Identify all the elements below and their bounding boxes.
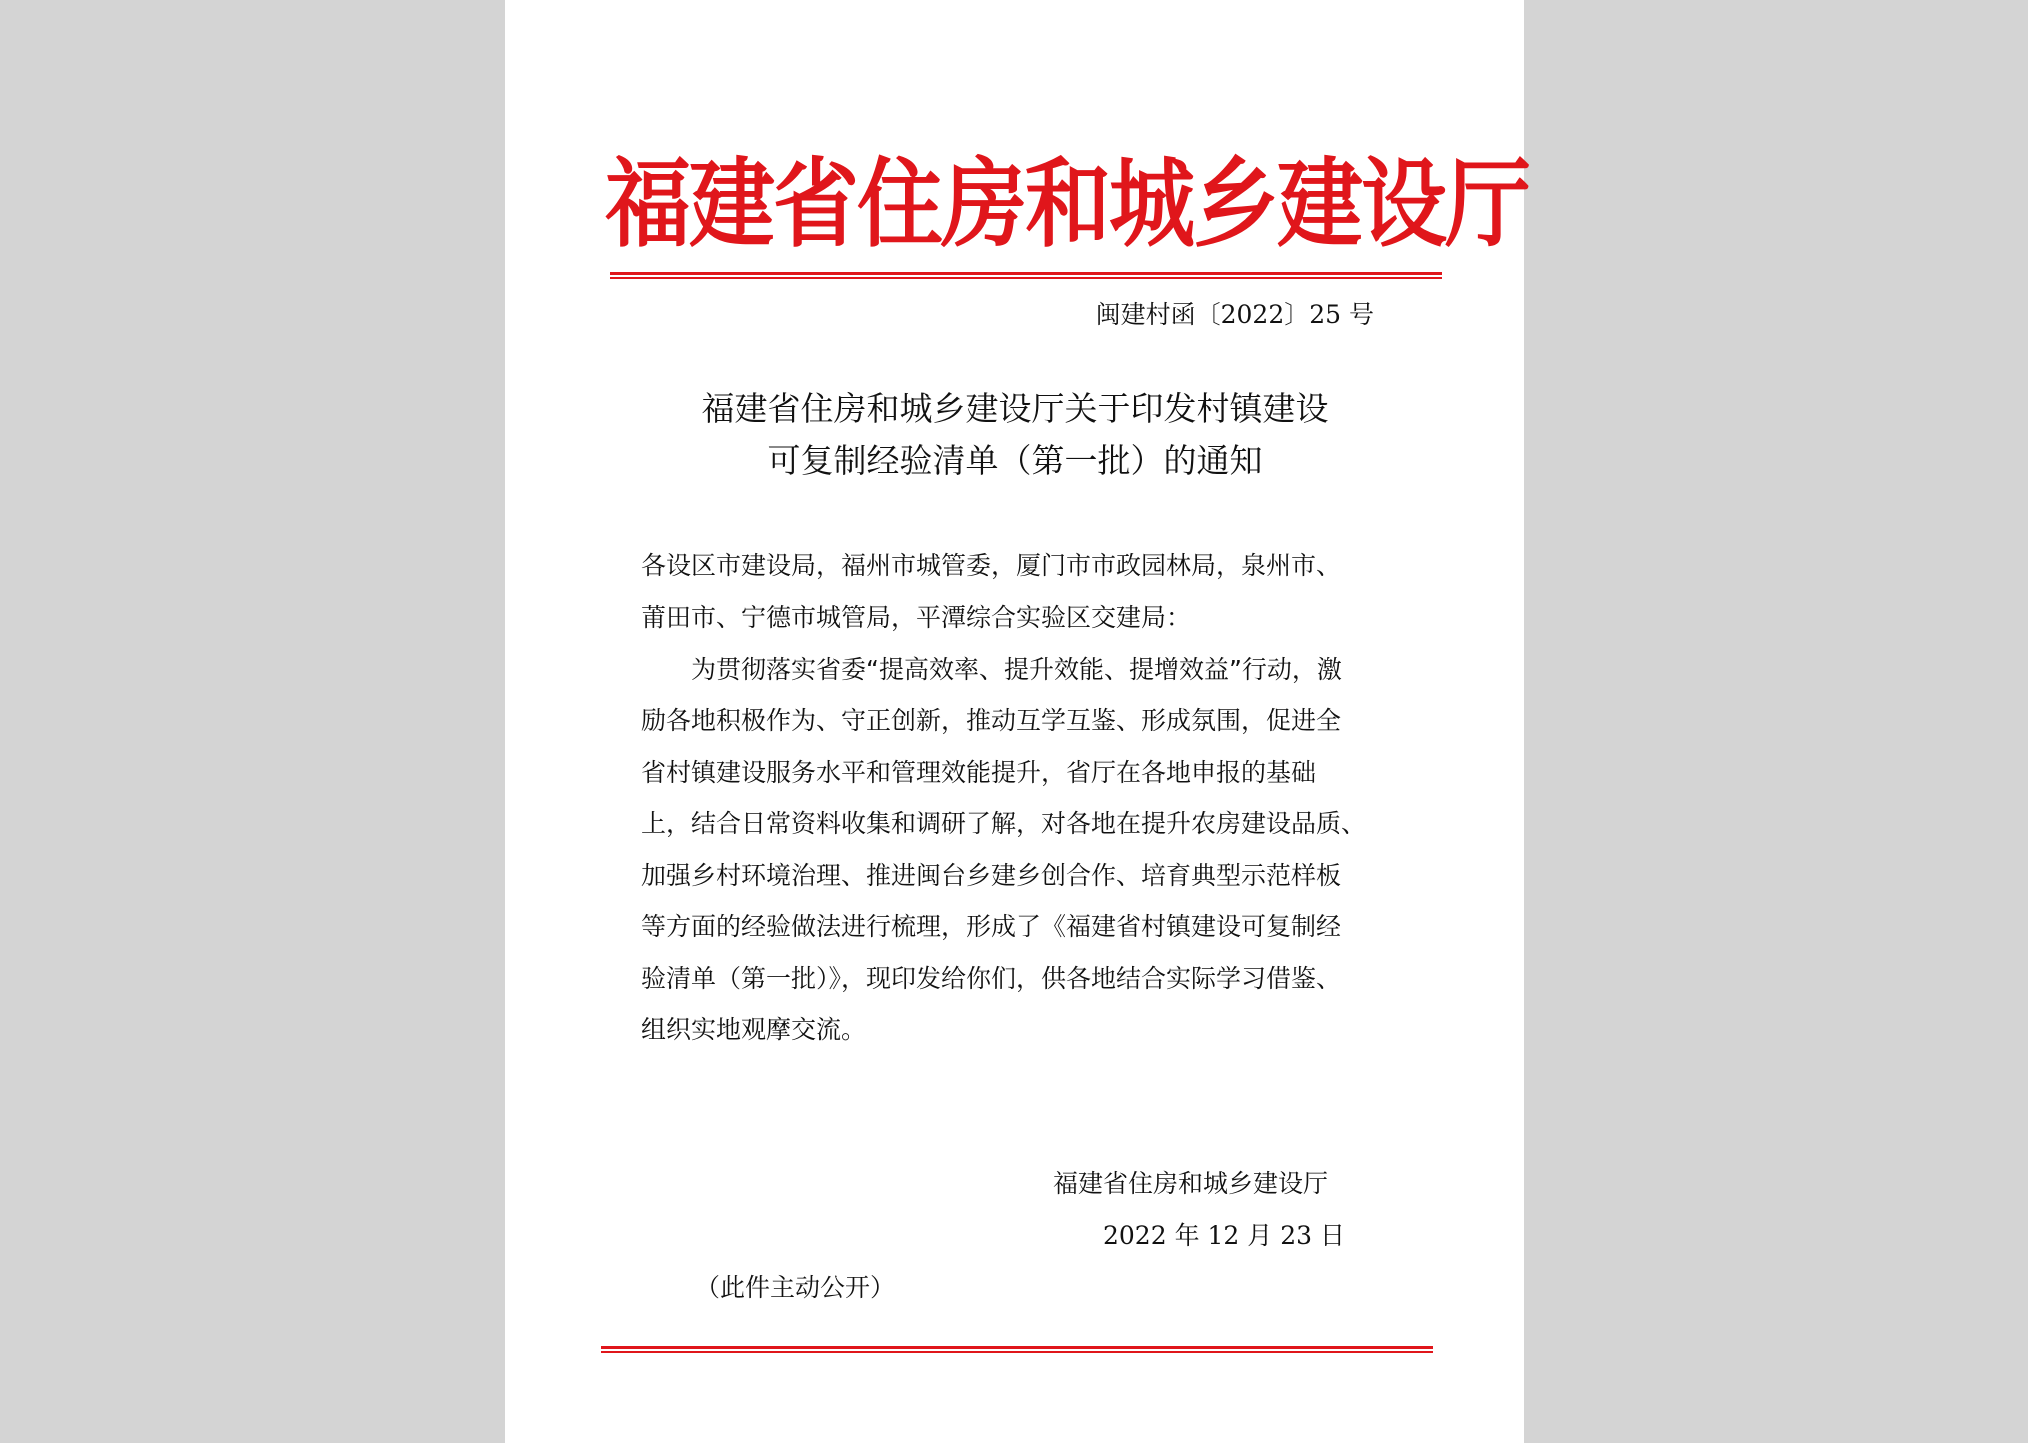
- divider-thin-line: [601, 1351, 1433, 1353]
- document-page: [505, 0, 1529, 1443]
- body-line: 等方面的经验做法进行梳理，形成了《福建省村镇建设可复制经: [641, 912, 1342, 941]
- signature-date: 2022 年 12 月 23 日: [1103, 1221, 1345, 1250]
- footer-divider: [601, 1346, 1433, 1354]
- body-line: 莆田市、宁德市城管局，平潭综合实验区交建局：: [641, 603, 1192, 632]
- body-line: 加强乡村环境治理、推进闽台乡建乡创合作、培育典型示范样板: [641, 861, 1342, 890]
- document-number: 闽建村函〔2022〕25 号: [1095, 300, 1374, 329]
- divider-thick-line: [601, 1346, 1433, 1349]
- body-line: 励各地积极作为、守正创新，推动互学互鉴、形成氛围，促进全: [641, 706, 1342, 735]
- body-line: 上，结合日常资料收集和调研了解，对各地在提升农房建设品质、: [641, 809, 1367, 838]
- body-line: 组织实地观摩交流。: [641, 1015, 867, 1044]
- body-line: 验清单（第一批）》，现印发给你们，供各地结合实际学习借鉴、: [641, 964, 1342, 993]
- body-line: 省村镇建设服务水平和管理效能提升，省厅在各地申报的基础: [641, 758, 1317, 787]
- body-line: 为贯彻落实省委“提高效率、提升效能、提增效益”行动，激: [641, 655, 1342, 684]
- divider-thin-line: [610, 277, 1442, 279]
- signature-organization: 福建省住房和城乡建设厅: [1053, 1169, 1329, 1198]
- disclosure-note: （此件主动公开）: [695, 1273, 896, 1302]
- masthead-title: 福建省住房和城乡建设厅: [605, 149, 1529, 261]
- notice-title-line-1: 福建省住房和城乡建设厅关于印发村镇建设: [701, 389, 1329, 428]
- notice-title-line-2: 可复制经验清单（第一批）的通知: [767, 441, 1263, 480]
- masthead-divider: [610, 272, 1442, 280]
- body-line: 各设区市建设局，福州市城管委，厦门市市政园林局，泉州市、: [641, 551, 1342, 580]
- divider-thick-line: [610, 272, 1442, 275]
